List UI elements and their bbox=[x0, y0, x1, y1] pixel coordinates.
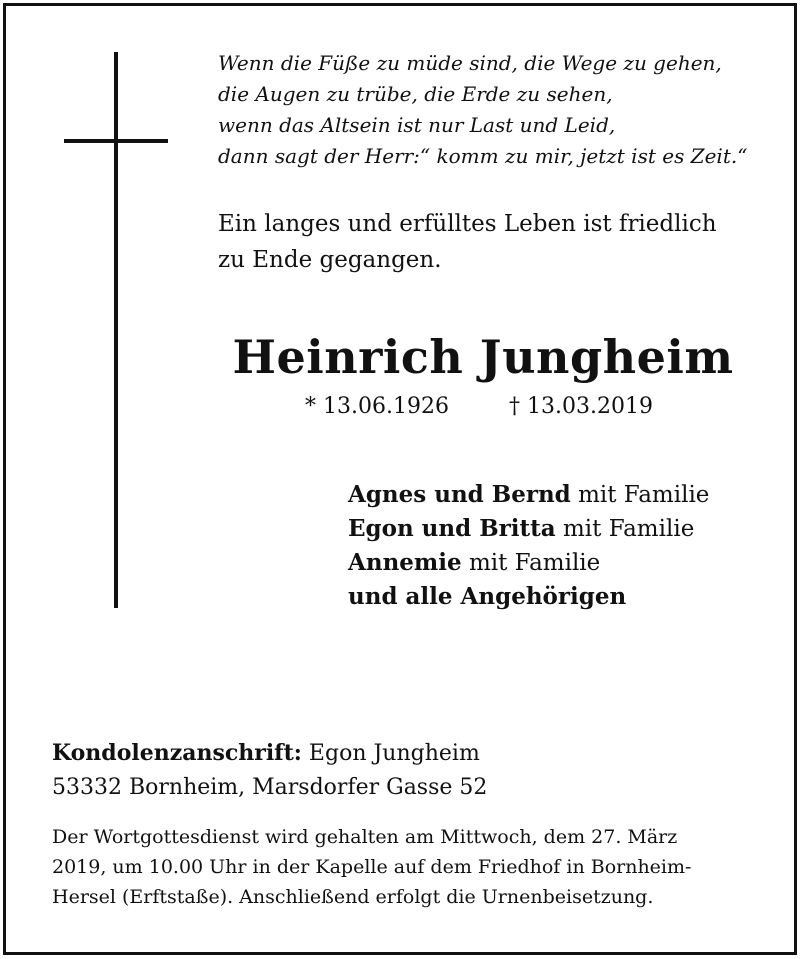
mourner-suffix: mit Familie bbox=[570, 482, 710, 508]
service-line: 2019, um 10.00 Uhr in der Kapelle auf dem Friedhof in Bornheim- bbox=[52, 856, 692, 878]
condolence-label: Kondolenzanschrift: bbox=[52, 740, 302, 766]
mourner-name: Egon und Britta bbox=[348, 515, 556, 542]
mourner-entry bbox=[348, 478, 709, 512]
condolence-street: 53332 Bornheim, Marsdorfer Gasse 52 bbox=[52, 775, 488, 800]
service-info bbox=[52, 822, 691, 912]
mourner-entry bbox=[348, 546, 709, 580]
condolence-address bbox=[52, 736, 487, 805]
condolence-line bbox=[52, 736, 487, 771]
birth-date: * 13.06.1926 bbox=[305, 394, 449, 419]
poem-line: wenn das Altsein ist nur Last und Leid, bbox=[218, 113, 616, 137]
deceased-name: Heinrich Jungheim bbox=[232, 330, 734, 384]
mourner-suffix: mit Familie bbox=[461, 550, 601, 576]
mourner-suffix: mit Familie bbox=[555, 516, 695, 542]
poem-line: die Augen zu trübe, die Erde zu sehen, bbox=[218, 82, 613, 106]
mourner-name: und alle Angehörigen bbox=[348, 583, 627, 610]
mourners-list bbox=[348, 478, 709, 614]
mourner-entry bbox=[348, 512, 709, 546]
death-date: † 13.03.2019 bbox=[509, 394, 653, 419]
intro-line: zu Ende gegangen. bbox=[218, 247, 442, 273]
poem bbox=[218, 48, 747, 172]
service-line: Der Wortgottesdienst wird gehalten am Mittwoch, dem 27. März bbox=[52, 826, 678, 848]
intro-text bbox=[218, 206, 717, 278]
cross-icon-bar bbox=[64, 139, 168, 143]
condolence-contact: Egon Jungheim bbox=[301, 741, 480, 766]
intro-line: Ein langes und erfülltes Leben ist friedlich bbox=[218, 211, 717, 237]
mourner-name: Agnes und Bernd bbox=[348, 481, 571, 508]
poem-line: Wenn die Füße zu müde sind, die Wege zu gehen, bbox=[218, 51, 722, 75]
mourner-name: Annemie bbox=[348, 549, 462, 576]
poem-line: dann sagt der Herr:“ komm zu mir, jetzt ist es Zeit.“ bbox=[218, 144, 748, 168]
service-line: Hersel (Erftstaße). Anschließend erfolgt die Urnenbeisetzung. bbox=[52, 886, 654, 908]
mourner-entry bbox=[348, 580, 709, 614]
